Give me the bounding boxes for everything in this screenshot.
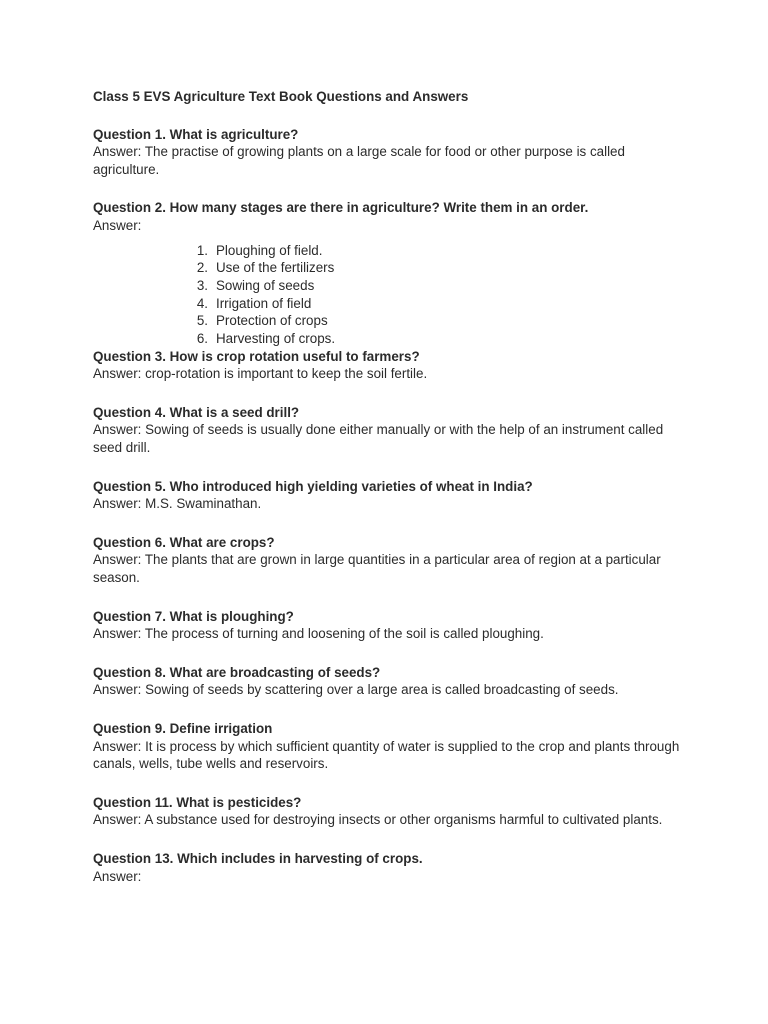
question-text: Question 13. Which includes in harvesting of crops. — [93, 850, 423, 866]
document-title: Class 5 EVS Agriculture Text Book Questions and Answers — [93, 89, 469, 104]
answer-text: Answer: Sowing of seeds is usually done either manually or with the help of an instrument called seed drill. — [93, 422, 664, 456]
qa-item — [93, 348, 683, 383]
qa-item — [93, 664, 683, 699]
question-text: Question 5. Who introduced high yielding varieties of wheat in India? — [93, 478, 533, 494]
answer-text: Answer: The plants that are grown in large quantities in a particular area of region at a particular season. — [93, 552, 661, 586]
answer-text: Answer: — [93, 868, 142, 884]
list-item-number: 6. — [196, 331, 208, 346]
list-item-number: 5. — [196, 313, 208, 329]
question-text: Question 7. What is ploughing? — [93, 608, 294, 624]
answer-text: Answer: The practise of growing plants on a large scale for food or other purpose is called agriculture. — [93, 144, 625, 177]
list-item-number: 4. — [196, 295, 208, 311]
list-item — [186, 242, 683, 260]
list-item-number: 1. — [196, 242, 208, 258]
qa-item — [93, 126, 683, 179]
question-text: Question 3. How is crop rotation useful to farmers? — [93, 348, 420, 364]
list-item-text: Use of the fertilizers — [216, 260, 335, 276]
qa-item — [93, 850, 683, 885]
qa-item — [93, 478, 683, 513]
list-item-text: Harvesting of crops. — [216, 331, 336, 346]
qa-item — [93, 199, 683, 347]
list-item — [186, 277, 683, 295]
list-item-text: Ploughing of field. — [216, 242, 323, 258]
stages-list — [93, 242, 683, 348]
answer-text: Answer: It is process by which sufficient quantity of water is supplied to the crop and plants through canals, wells, tube wells and reservoirs. — [93, 738, 680, 772]
answer-text: Answer: Sowing of seeds by scattering over a large area is called broadcasting of seeds. — [93, 682, 619, 698]
answer-text: Answer: The process of turning and loosening of the soil is called ploughing. — [93, 626, 544, 642]
list-item — [186, 312, 683, 330]
list-item — [186, 330, 683, 348]
answer-text: Answer: — [93, 217, 142, 233]
list-item-text: Sowing of seeds — [216, 277, 315, 293]
document-page — [93, 88, 683, 906]
qa-item — [93, 720, 683, 773]
list-item-text: Irrigation of field — [216, 295, 312, 311]
question-text: Question 1. What is agriculture? — [93, 126, 299, 142]
qa-item — [93, 534, 683, 587]
list-item — [186, 259, 683, 277]
answer-text: Answer: A substance used for destroying insects or other organisms harmful to cultivated plants. — [93, 812, 663, 828]
answer-text: Answer: M.S. Swaminathan. — [93, 496, 262, 512]
list-item-number: 3. — [196, 277, 208, 293]
answer-text: Answer: crop-rotation is important to keep the soil fertile. — [93, 366, 428, 382]
qa-item — [93, 608, 683, 643]
list-item — [186, 295, 683, 313]
question-text: Question 6. What are crops? — [93, 534, 275, 550]
question-text: Question 2. How many stages are there in agriculture? Write them in an order. — [93, 200, 589, 216]
question-text: Question 8. What are broadcasting of seeds? — [93, 664, 381, 680]
qa-item — [93, 794, 683, 829]
qa-item — [93, 404, 683, 457]
list-item-text: Protection of crops — [216, 313, 328, 329]
question-text: Question 11. What is pesticides? — [93, 794, 302, 810]
question-text: Question 4. What is a seed drill? — [93, 404, 300, 420]
question-text: Question 9. Define irrigation — [93, 721, 273, 736]
list-item-number: 2. — [196, 260, 208, 276]
